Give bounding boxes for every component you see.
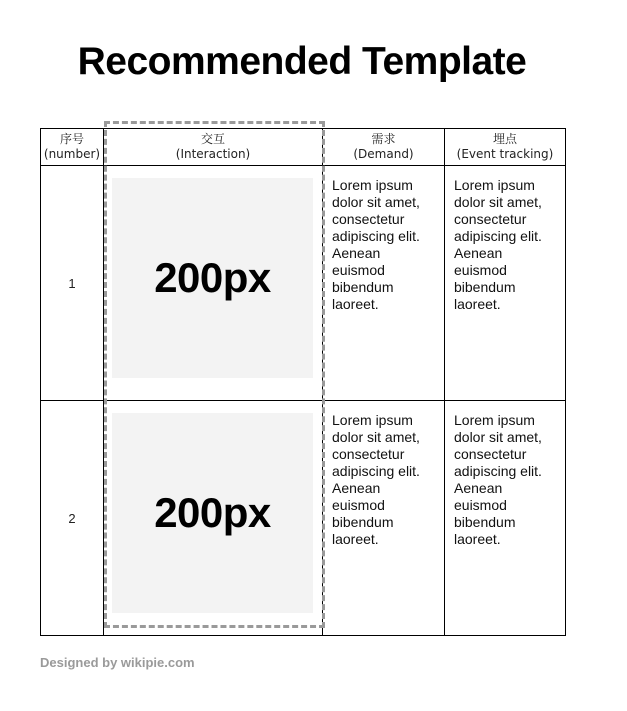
interaction-cell (104, 401, 323, 636)
header-event-tracking (445, 129, 566, 166)
header-interaction-zh: 交互 (200, 132, 225, 146)
spec-table (40, 128, 566, 636)
demand-cell: Lorem ipsum dolor sit amet, consectetur adipiscing elit. Aenean euismod bibendum laoreet. (323, 166, 445, 401)
event-tracking-cell: Lorem ipsum dolor sit amet, consectetur adipiscing elit. Aenean euismod bibendum laoreet. (445, 166, 566, 401)
table-header-row (41, 129, 566, 166)
table-row (41, 166, 566, 401)
header-event-tracking-en: (Event tracking) (456, 147, 554, 161)
header-interaction (104, 129, 323, 166)
header-demand (323, 129, 445, 166)
header-demand-en: (Demand) (353, 147, 414, 161)
event-tracking-cell: Lorem ipsum dolor sit amet, consectetur adipiscing elit. Aenean euismod bibendum laoreet. (445, 401, 566, 636)
row-number: 2 (41, 401, 104, 636)
header-number-zh: 序号 (59, 132, 84, 146)
image-placeholder: 200px (112, 178, 313, 378)
table-row (41, 401, 566, 636)
row-number: 1 (41, 166, 104, 401)
interaction-cell (104, 166, 323, 401)
header-demand-zh: 需求 (371, 132, 396, 146)
demand-cell: Lorem ipsum dolor sit amet, consectetur adipiscing elit. Aenean euismod bibendum laoreet. (323, 401, 445, 636)
header-event-tracking-zh: 埋点 (492, 132, 517, 146)
designer-credit: Designed by wikipie.com (40, 655, 195, 670)
header-interaction-en: (Interaction) (175, 147, 251, 161)
header-number (41, 129, 104, 166)
page-title: Recommended Template (77, 40, 527, 83)
image-placeholder: 200px (112, 413, 313, 613)
header-number-en: (number) (43, 147, 101, 161)
